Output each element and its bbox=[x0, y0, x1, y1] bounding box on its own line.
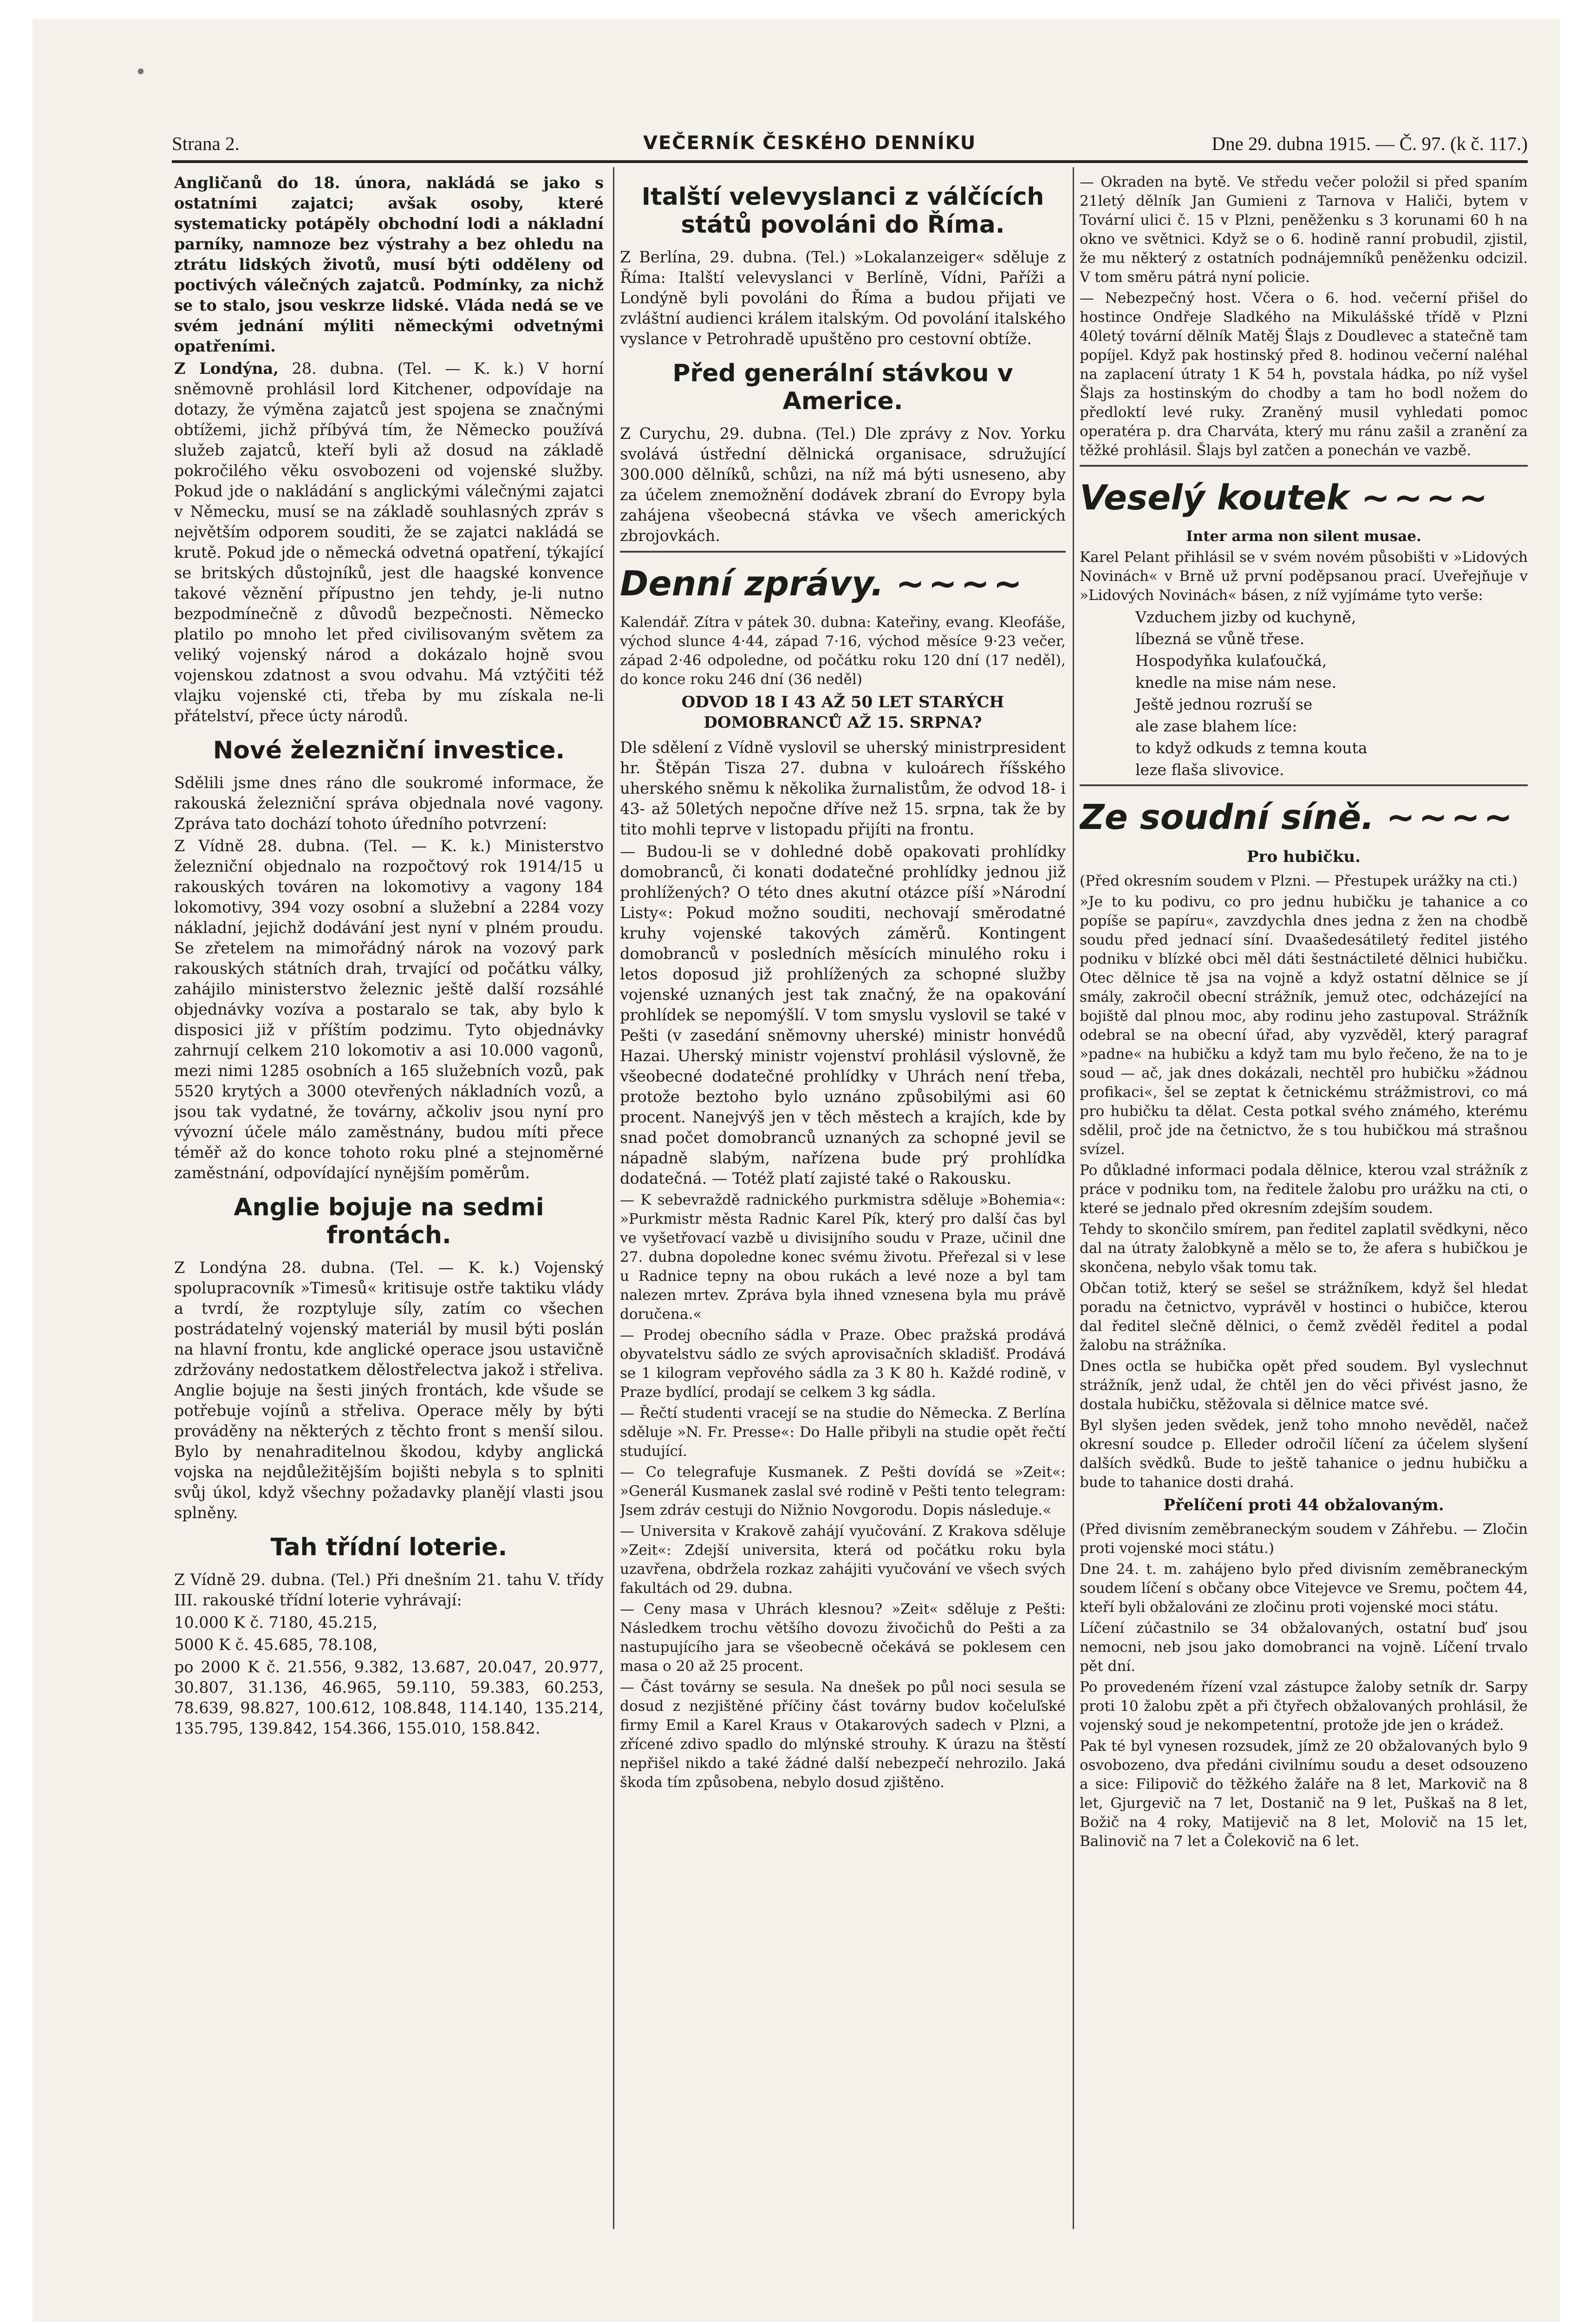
verse-line: Vzduchem jizby od kuchyně, bbox=[1135, 608, 1356, 626]
england-para: Z Londýna 28. dubna. (Tel. — K. k.) Vojenský spolupracovník »Timesů« kritisuje ostře taktiku vlády a tvrdí, že rozptyluje síly, zatím co všechen postrádatelný vojenský materiál by musil býti poslán na hlavní frontu, kde anglické operace jsou ustavičně zdržovány nedostatkem dělostřelectva jakož i střeliva. Anglie bojuje na šesti jiných frontách, kde všude se potřebuje vojínů a střeliva. Operace měly by býti prováděny na některých z těchto front s menší silou. Bylo by nenahraditelnou škodou, kdyby anglická vojska na nejdůležitějším bojišti nebyla s to splniti svůj úkol, když všechny požadavky planějí vlasti jsou splněny. bbox=[174, 1259, 604, 1522]
funny-subtitle: Inter arma non silent musae. bbox=[1186, 528, 1421, 545]
kiss-para-4: Občan totiž, který se sešel se strážníkem, když šel hledat poradu na četnictvo, vyprávěl v hostinci o hubičce, kterou dal ředitel slečně dělnici, o čemž zvěděl ředitel a podal žalobu na strážníka. bbox=[1080, 1280, 1528, 1354]
column-rule-1 bbox=[613, 167, 614, 2229]
column-1 bbox=[174, 173, 604, 2244]
kiss-subtitle: (Před okresním soudem v Plzni. — Přestupek urážky na cti.) bbox=[1080, 873, 1518, 889]
rail-para-2: Z Vídně 28. dubna. (Tel. — K. k.) Ministerstvo železniční objednalo na rozpočtový rok 1914/15 u rakouských továren na lokomotivy a vagony 184 lokomotivy, 394 vozy osobní a služební a 2284 vozy nákladní, jejichž dodávání jest nyní v plném proudu. Se zřetelem na mimořádný nárok na vozový park rakouských státních drah, trvající od počátku války, zahájilo ministerstvo železnic ještě další rozsáhlé objednávky vozíva a postaralo se tak, aby bylo k disposici již v příštím podzimu. Tyto objednávky zahrnují celkem 210 lokomotiv a asi 10.000 vagonů, mezi nimi 1285 osobních a 165 služebních vozů, pak 5520 krytých a 3000 otevřených nákladních vozů, a jsou tak vydatné, že továrny, ačkoliv jsou nyní pro vývozní účele málo zaměstnány, budou míti přece téměř až do konce tohoto roku plné a stejnoměrné zaměstnání, odpovídající nynějším poměrům. bbox=[174, 837, 604, 1182]
verse-line: knedle na mise nám nese. bbox=[1135, 673, 1337, 691]
kiss-title: Pro hubičku. bbox=[1247, 848, 1361, 866]
kiss-para-1: »Je to ku podivu, co pro jednu hubičku je tahanice a co popíše se papíru«, zavzdychla dnes jedna z žen na chodbě soudu před jednací síní. Dvaašedesátiletý ředitel jistého podniku v blízké obci měl dáti šestnáctileté dělnici hubičku. Otec dělnice tě jsa na vojně a když ostatní dělnice se jí smály, zakročil obecní strážník, jemuž otec, odcházející na bojiště dal plnou moc, aby rodinu jeho zastupoval. Strážník odebral se na obecní úřad, aby vyzvěděl, který paragraf »padne« na hubičku a když tam mu bylo řečeno, že na to je soud — ač, jak dnes dokázali, nechtěl pro hubičku »žádnou profikaci«, šel se zeptat k četnickému strážmistrovi, co má pro hubičku ta dělat. Cesta potkal svého známého, kterému sdělil, proč jde na četnictvo, že s tou hubičkou má strašnou svízel. bbox=[1080, 894, 1528, 1158]
column-3 bbox=[1080, 173, 1528, 2244]
headline-strike: Před generální stávkou v Americe. bbox=[672, 359, 1013, 415]
headline-lottery: Tah třídní loterie. bbox=[270, 1533, 508, 1561]
section-rule bbox=[1080, 784, 1528, 786]
kiss-para-5: Dnes octla se hubička opět před soudem. Byl vyslechnut strážník, jenž udal, že chtěl jen do věci přivést jasno, že dostala hubičku, stěžovala si dělnice matce své. bbox=[1080, 1358, 1528, 1413]
headline-draft: ODVOD 18 I 43 AŽ 50 LET STARÝCH DOMOBRANCŮ AŽ 15. SRPNA? bbox=[681, 693, 1004, 732]
trial-title: Přelíčení proti 44 obžalovaným. bbox=[1163, 1496, 1444, 1514]
page-header bbox=[172, 128, 1528, 165]
kiss-para-3: Tehdy to skončilo smírem, pan ředitel zaplatil svědkyni, něco dal na útraty žalobkyně a mělo se to, že afera s hubičkou je skončena, nebylo však tomu tak. bbox=[1080, 1221, 1528, 1276]
ambassadors-para: Z Berlína, 29. dubna. (Tel.) »Lokalanzeiger« sděluje z Říma: Italští velevyslanci v Berlíně, Vídni, Paříži a Londýně byli povoláni do Říma a budou přijati ve zvláštní audienci králem italským. Od povolání italského vyslance v Petrohradě upuštěno pro cestovní obtíže. bbox=[620, 248, 1066, 348]
short-news-4: — Co telegrafuje Kusmanek. Z Pešti dovídá se »Zeit«: »Generál Kusmanek zaslal své rodině v Pešti tento telegram: Jsem zdráv cestuji do Nižnio Novgorodu. Dopis následuje.« bbox=[620, 1464, 1066, 1519]
section-rule bbox=[620, 551, 1066, 553]
issue-date: Dne 29. dubna 1915. — Č. 97. (k č. 117.) bbox=[1212, 133, 1528, 154]
section-rule bbox=[1080, 465, 1528, 467]
column-rule-2 bbox=[1073, 167, 1074, 2229]
kiss-para-2: Po důkladné informaci podala dělnice, kterou vzal strážník z práce v podniku tom, na ředitele žalobu pro urážku na cti, o které se jednalo před okresním zdejším soudem. bbox=[1080, 1162, 1528, 1217]
masthead-title: VEČERNÍK ČESKÉHO DENNÍKU bbox=[643, 132, 977, 154]
calendar-para: Kalendář. Zítra v pátek 30. dubna: Kateřiny, evang. Kleofáše, východ slunce 4·44, západ 7·16, východ měsíce 9·23 večer, západ 2·46 odpoledne, od počátku roku 120 dní (17 neděl), do konce roku 246 dní (36 neděl) bbox=[620, 614, 1066, 688]
short-news-7: — Část továrny se sesula. Na dnešek po půl noci sesula se dosud z nezjištěné příčiny část továrny budov kočeluľské firmy Emil a Karel Kraus v Otakarových sadech v Plzni, a zřícené zdivo spadlo do mlýnské strouhy. K úrazu na štěstí nepřišel nikdo a také žádné další nebezpečí nehrozilo. Jaká škoda tím způsobena, nebylo dosud zjištěno. bbox=[620, 1679, 1066, 1791]
short-news-2: — Prodej obecního sádla v Praze. Obec pražská prodává obyvatelstvu sádlo ze svých aprovisačních skladišť. Prodává se 1 kilogram vepřového sádla za 3 K 80 h. Každé rodině, v Praze bydlící, prodají se celkem 3 kg sádla. bbox=[620, 1327, 1066, 1401]
robbery-para: — Okraden na bytě. Ve středu večer položil si před spaním 21letý dělník Jan Gumieni z Tarnova v Haliči, bytem v Tovární ulici č. 15 v Plzni, peněženku s 3 korunami 60 h na okno ve světnici. Když se o 6. hodině ranní probudil, zjistil, že mu některý z ostatních podnájemníků peněženku odcizil. V tom směru pátrá nyní policie. bbox=[1080, 174, 1528, 286]
column-2 bbox=[620, 173, 1066, 2244]
draft-para-2: — Budou-li se v dohledné době opakovati prohlídky domobranců, či konati dodatečné prohlídky jednou již prohlížených? O této dnes akutní otázce píší »Národní Listy«: Pokud možno souditi, nechovají směrodatné kruhy vojenské takových záměrů. Kontingent domobranců v posledních měsících minulého roku i letos doposud již prohlížených za schopné služby vojenské uznaných jest tak značný, že na opakování prohlídek se nepomýšlí. V tom smyslu vyslovil se také v Pešti (v zasedání sněmovny uherské) ministr honvédů Hazai. Uherský ministr vojenství prohlásil výslovně, že všeobecné dodatečné prohlídky v Uhrách není třeba, protože beztoho bylo uznáno způsobilými asi 60 procent. Nanejvýš jen v těch městech a krajích, kde by snad počet domobranců uznaných za schopné jevil se nápadně slabým, nařízena bude prý prohlídka dodatečná. — Totéž platí zajisté také o Rakousku. bbox=[620, 842, 1066, 1187]
short-news-6: — Ceny masa v Uhrách klesnou? »Zeit« sděluje z Pešti: Následkem trochu většího dovozu živočichů do Pešti a za nastupujícího jara se všeobecně očekává se poklesem cen masa o 20 až 25 procent. bbox=[620, 1601, 1066, 1675]
article-london: Z Londýna, 28. dubna. (Tel. — K. k.) V horní sněmovně prohlásil lord Kitchener, odpovídaje na dotazy, že výměna zajatců jest spojena se značnými obtížemi, jichž příbývá tím, že Německo používá služeb zajatců, kteří byli až dosud na základě pokročilého věku osvobozeni od vojenské služby. Pokud jde o nakládání s anglickými válečnými zajatci v Německu, musí se na základě souhlasných zpráv s největším odporem souditi, že se zajatci nakládá se krutě. Pokud jde o německá odvetná opatření, týkající se britských důstojníků, jest dle haagské konvence takové věznění přípustno jen tehdy, je-li nutno bezpodmínečně z důvodů bezpečnosti. Německo platilo po mnoho let před civilisovaným světem za veliký vojenský národ a dokázalo hojně svou vojenskou zdatnost a svou odvahu. Má vztýčiti též vlajku vojenské cti, třeba by mu získala ne-li přátelství, přece úcty národů. bbox=[174, 359, 604, 725]
page-number: Strana 2. bbox=[172, 133, 240, 154]
headline-rail: Nové železniční investice. bbox=[213, 737, 565, 764]
lottery-para: Z Vídně 29. dubna. (Tel.) Při dnešním 21. tahu V. třídy III. rakouské třídní loterie vyhrávají: bbox=[174, 1571, 604, 1609]
rail-para-1: Sdělili jsme dnes ráno dle soukromé informace, že rakouská železniční správa objednala nové vagony. Zpráva tato dochází tohoto úředního potvrzení: bbox=[174, 774, 604, 833]
trial-para-1: Dne 24. t. m. zahájeno bylo před divisním zeměbraneckým soudem líčení s občany obce Vitejevce ve Sremu, počtem 44, kteří byli obžalováni ze zločinu proti vojenské moci státu. bbox=[1080, 1561, 1528, 1616]
verse-line: líbezná se vůně třese. bbox=[1135, 630, 1305, 648]
trial-para-4: Pak té byl vynesen rozsudek, jímž ze 20 obžalovaných bylo 9 osvobozeno, dva předáni civilnímu soudu a deset odsouzeno a sice: Filipovič do těžkého žaláře na 8 let, Markovič na 8 let, Gjurgevič na 7 let, Dostanič na 9 let, Puškaš na 8 let, Božič na 4 roky, Matijevič na 8 let, Molovič na 15 let, Balinovič na 7 let a Čolekovič na 6 let. bbox=[1080, 1738, 1528, 1850]
kiss-para-6: Byl slyšen jeden svědek, jenž toho mnoho nevěděl, načež okresní soudce p. Elleder odročil líčení za účelem slyšení dalších svědků. Bude to ještě tahanice o jednu hubičku a bude to tahanice dosti drahá. bbox=[1080, 1417, 1528, 1491]
verse-line: Hospodyňka kulaťoučká, bbox=[1135, 652, 1327, 670]
headline-daily-news: Denní zprávy. ~~~~ bbox=[620, 564, 1026, 604]
lottery-line-2: 5000 K č. 45.685, 78.108, bbox=[174, 1636, 378, 1654]
header-rule bbox=[172, 160, 1528, 163]
dangerous-guest-para: — Nebezpečný host. Včera o 6. hod. večerní přišel do hostince Ondřeje Sladkého na Mikulášské třídě v Plzni 40letý tovární dělník Matěj Šlajs z Doudlevec a statečně tam popíjel. Když pak hostinský před 8. hodinou večerní naléhal na zaplacení útraty 1 K 54 h, povstala hádka, po níž vyšel Šlajs za hostinským do chodby a tam ho bodl nožem do předloktí levé ruky. Zraněný musil vyhledati pomoc operatéra p. dra Charváta, který mu ránu zašil a zranění za těžké prohlásil. Šlajs byl zatčen a ponechán ve vazbě. bbox=[1080, 290, 1528, 459]
verse-line: leze flaša slivovice. bbox=[1135, 761, 1284, 779]
headline-funny-corner: Veselý koutek ~~~~ bbox=[1080, 478, 1492, 518]
headline-england: Anglie bojuje na sedmi frontách. bbox=[234, 1194, 544, 1249]
trial-subtitle: (Před divisním zeměbraneckým soudem v Záhřebu. — Zločin proti vojenské moci státu.) bbox=[1080, 1521, 1528, 1557]
article-intro: Angličanů do 18. února, nakládá se jako s ostatními zajatci; avšak osoby, které systematicky potápěly obchodní lodi a nákladní parníky, namnoze bez výstrahy a bez ohledu na ztrátu lidských životů, musí býti odděleny od poctivých válečných zajatců. Podmínky, za nichž se to stalo, jsou veskrze lidské. Vláda nedá se ve svém jednání mýliti německými odvetnými opatřeními. bbox=[174, 174, 604, 355]
trial-para-2: Líčení zúčastnilo se 34 obžalovaných, ostatní buď jsou nemocni, neb jsou jako domobranci na vojně. Líčení trvalo pět dní. bbox=[1080, 1620, 1528, 1675]
short-news-1: — K sebevraždě radnického purkmistra sděluje »Bohemia«: »Purkmistr města Radnic Karel Pík, který pro další čas byl ve vyšetřovací vazbě u divisijního soudu v Praze, učinil dne 27. dubna dopoledne konec svému životu. Přeřezal si v lese u Radnice tepny na obou rukách a levé noze a byl tam nalezen mrtev. Zpráva byla ihned vznesena byla mu právě doručena.« bbox=[620, 1192, 1066, 1323]
funny-para: Karel Pelant přihlásil se v svém novém působišti v »Lidových Novinách« v Brně už první poděpsanou prací. Uveřejňuje v »Lidových Novinách« básen, z níž vyjímáme tyto verše: bbox=[1080, 549, 1528, 604]
draft-para-1: Dle sdělení z Vídně vyslovil se uherský ministrpresident hr. Štěpán Tisza 27. dubna v kuloárech říšského uherského sněmu k několika žurnalistům, že odvod 18- i 43- až 50letých nepočne dříve než 15. srpna, tak že by tito mohli teprve v listopadu přijíti na frontu. bbox=[620, 738, 1066, 838]
verse-line: to když odkuds z temna kouta bbox=[1135, 739, 1368, 757]
lottery-line-1: 10.000 K č. 7180, 45.215, bbox=[174, 1613, 378, 1631]
paper-mark: • bbox=[135, 60, 147, 84]
strike-para: Z Curychu, 29. dubna. (Tel.) Dle zprávy z Nov. Yorku svolává ústřední dělnická organisace, sdružující 300.000 dělníků, schůzi, na níž má býti usneseno, aby za účelem znemožnění dodávek zbraní do Evropy byla zahájena všeobecná stávka ve všech amerických zbrojovkách. bbox=[620, 424, 1066, 545]
headline-courtroom: Ze soudní síně. ~~~~ bbox=[1080, 797, 1517, 837]
trial-para-3: Po provedeném řízení vzal zástupce žaloby setník dr. Sarpy proti 10 žalobu zpět a při čtyřech obžalovaných prohlásil, že vojenský soud je nekompetentní, protože jde jen o krádež. bbox=[1080, 1679, 1528, 1734]
short-news-5: — Universita v Krakově zahájí vyučování. Z Krakova sděluje »Zeit«: Zdejší universita, která od počátku roku byla uzavřena, obdržela rozkaz zahájiti vyučování ve všech svých fakultách od 29. dubna. bbox=[620, 1523, 1066, 1597]
verse-line: Ještě jednou rozruší se bbox=[1135, 695, 1313, 713]
verse-line: ale zase blahem líce: bbox=[1135, 717, 1297, 735]
lottery-line-3: po 2000 K č. 21.556, 9.382, 13.687, 20.047, 20.977, 30.807, 31.136, 46.965, 59.110, 59.383, 60.253, 78.639, 98.827, 100.612, 108.848, 114.140, 135.214, 135.795, 139.842, 154.366, 155.010, 158.842. bbox=[174, 1658, 604, 1737]
short-news-3: — Řečtí studenti vracejí se na studie do Německa. Z Berlína sděluje »N. Fr. Presse«: Do Halle přibyli na studie opět řečtí studující. bbox=[620, 1405, 1066, 1460]
headline-ambassadors: Italští velevyslanci z válčících států povoláni do Říma. bbox=[641, 183, 1044, 239]
